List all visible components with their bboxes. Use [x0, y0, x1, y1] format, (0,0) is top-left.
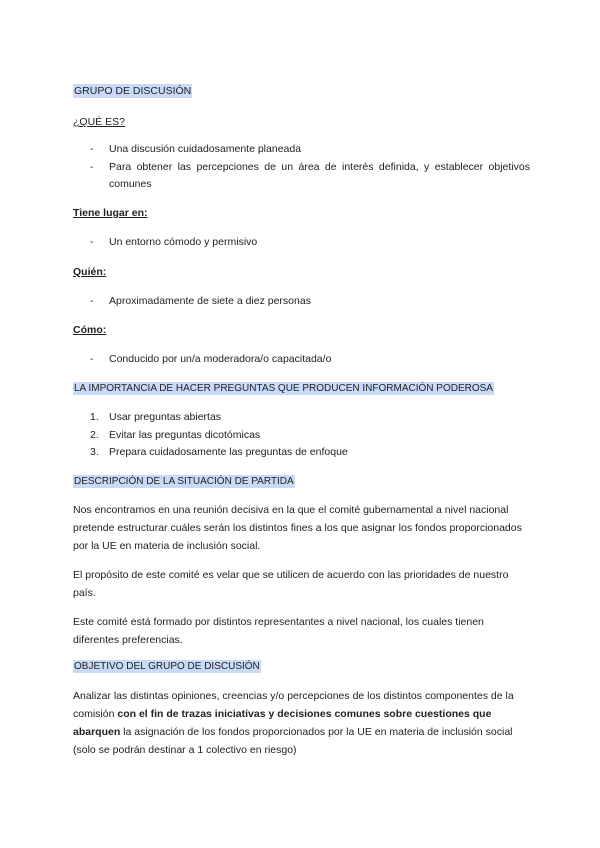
- list-item: 1. Usar preguntas abiertas: [90, 411, 222, 423]
- section-heading-como: Cómo:: [73, 324, 107, 336]
- quien-list: [90, 293, 530, 311]
- list-item: - Un entorno cómodo y permisivo: [90, 236, 258, 248]
- list-item: - Aproximadamente de siete a diez personas: [90, 295, 311, 307]
- list-item: 2. Evitar las preguntas dicotómicas: [90, 428, 261, 441]
- descripcion-paragraph: El propósito de este comité es velar que se utilicen de acuerdo con las prioridades de nuestro país.: [73, 569, 509, 599]
- list-item: - Una discusión cuidadosamente planeada: [90, 143, 302, 155]
- section-heading-descripcion: DESCRIPCIÓN DE LA SITUACIÓN DE PARTIDA: [74, 476, 294, 487]
- list-item: 3. Prepara cuidadosamente las preguntas de enfoque: [90, 446, 348, 458]
- lugar-list: [90, 234, 530, 252]
- que-es-list: [90, 141, 530, 194]
- descripcion-paragraph: Este comité está formado por distintos representantes a nivel nacional, los cuales tienen diferentes preferencias.: [73, 616, 484, 646]
- como-list: [90, 351, 530, 369]
- objetivo-paragraph: Analizar las distintas opiniones, creencias y/o percepciones de los distintos componentes de la comisión con el fin de trazas iniciativas y decisiones comunes sobre cuestiones que abarquen la asignación de los fondos proporcionados por la UE en materia de inclusión social (solo se podrán destinar a 1 colectivo en riesgo): [73, 690, 514, 756]
- importancia-list: [90, 409, 530, 462]
- list-item: - Conducido por un/a moderadora/o capacitada/o: [90, 353, 332, 365]
- descripcion-paragraph: Nos encontramos en una reunión decisiva en la que el comité gubernamental a nivel nacional pretende estructurar cuáles serán los distintos fines a los que asignar los fondos proporcionados por la UE en materia de inclusión social.: [73, 504, 522, 552]
- section-heading-objetivo: OBJETIVO DEL GRUPO DE DISCUSIÓN: [74, 661, 260, 672]
- document-title: GRUPO DE DISCUSIÓN: [74, 85, 192, 97]
- section-heading-lugar: Tiene lugar en:: [73, 207, 148, 219]
- section-heading-importancia: LA IMPORTANCIA DE HACER PREGUNTAS QUE PRODUCEN INFORMACIÓN PODEROSA: [74, 383, 493, 394]
- section-heading-quien: Quién:: [73, 266, 107, 278]
- section-heading-que-es: ¿QUÉ ES?: [73, 116, 125, 128]
- list-item: - Para obtener las percepciones de un área de interés definida, y establecer objetivos comunes: [90, 160, 530, 190]
